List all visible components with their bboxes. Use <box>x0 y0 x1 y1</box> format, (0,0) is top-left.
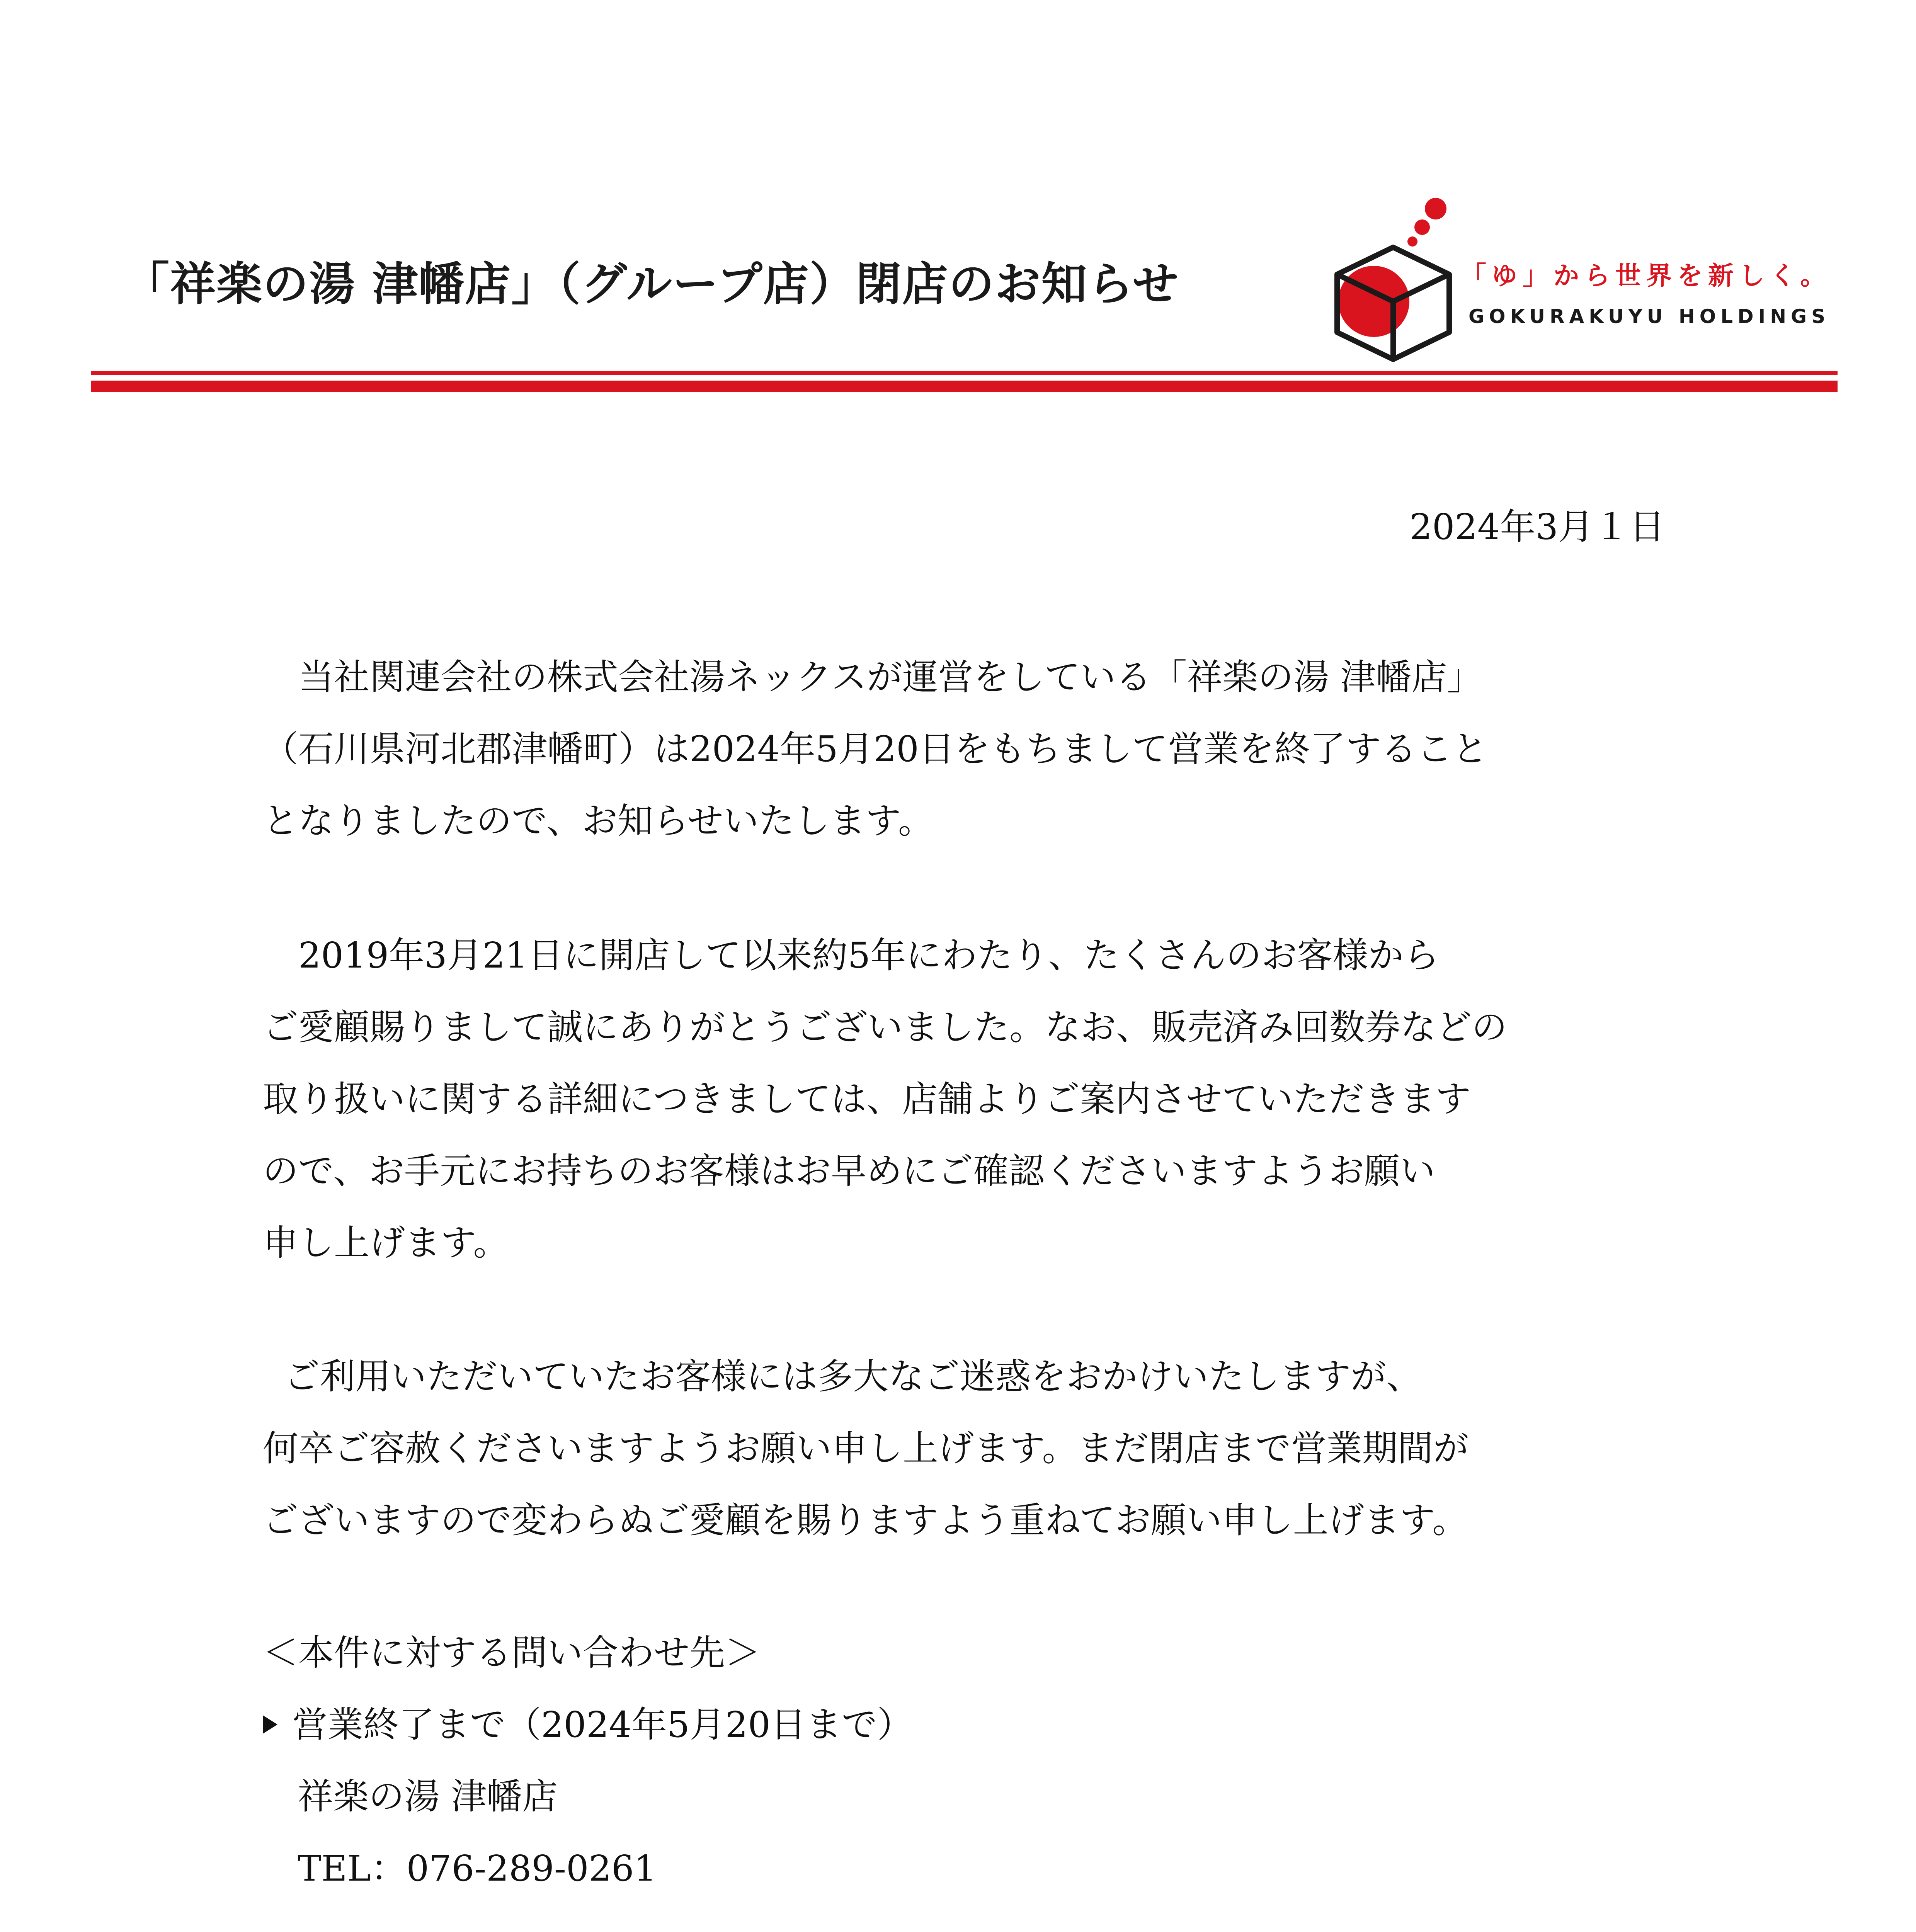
paragraph-3-line-3: ございますので変わらぬご愛顧を賜りますよう重ねてお願い申し上げます。 <box>263 1500 1468 1541</box>
paragraph-2-line-1: 2019年3月21日に開店して以来約5年にわたり、たくさんのお客様から <box>298 935 1440 976</box>
company-logo <box>1326 193 1851 363</box>
paragraph-2-line-3: 取り扱いに関する詳細につきましては、店舗よりご案内させていただきます <box>263 1078 1471 1120</box>
paragraph-3 <box>263 1341 1700 1556</box>
contact-before-label-row <box>263 1689 913 1761</box>
paragraph-2-line-2: ご愛顧賜りまして誠にありがとうございました。なお、販売済み回数券などの <box>263 1007 1508 1048</box>
contact-heading: ＜本件に対する問い合わせ先＞ <box>263 1632 761 1673</box>
cube-sun-logo-icon <box>1326 193 1465 363</box>
paragraph-2-line-5: 申し上げます。 <box>263 1222 509 1264</box>
logo-brand: GOKURAKUYU HOLDINGS <box>1468 305 1830 328</box>
paragraph-3-line-2: 何卒ご容赦くださいますようお願い申し上げます。まだ閉店まで営業期間が <box>263 1428 1469 1469</box>
contact-section <box>263 1617 913 1905</box>
logo-tagline: 「ゆ」から世界を新しく。 <box>1461 261 1831 291</box>
document-date: 2024年3月１日 <box>1409 506 1665 548</box>
page-title: 「祥楽の湯 津幡店」（グループ店）閉店のお知らせ <box>124 257 1179 311</box>
paragraph-1-line-1: 当社関連会社の株式会社湯ネックスが運営をしている「祥楽の湯 津幡店」 <box>298 656 1483 698</box>
paragraph-2 <box>263 920 1700 1279</box>
contact-before-label: 営業終了まで（2024年5月20日まで） <box>292 1704 913 1745</box>
triangle-bullet-icon <box>263 1715 277 1734</box>
header-rule-thin <box>91 371 1838 375</box>
contact-before-tel: TEL：076-289-0261 <box>298 1848 657 1889</box>
paragraph-3-line-1: ご利用いただいていたお客様には多大なご迷惑をおかけいたしますが、 <box>284 1356 1422 1397</box>
paragraph-1 <box>263 641 1700 857</box>
header-rule-thick <box>91 381 1838 392</box>
paragraph-2-line-4: ので、お手元にお持ちのお客様はお早めにご確認くださいますようお願い <box>263 1150 1436 1192</box>
contact-before-name: 祥楽の湯 津幡店 <box>298 1776 558 1817</box>
paragraph-1-line-3: となりましたので、お知らせいたします。 <box>263 800 934 842</box>
paragraph-1-line-2: （石川県河北郡津幡町）は2024年5月20日をもちまして営業を終了すること <box>263 728 1488 770</box>
